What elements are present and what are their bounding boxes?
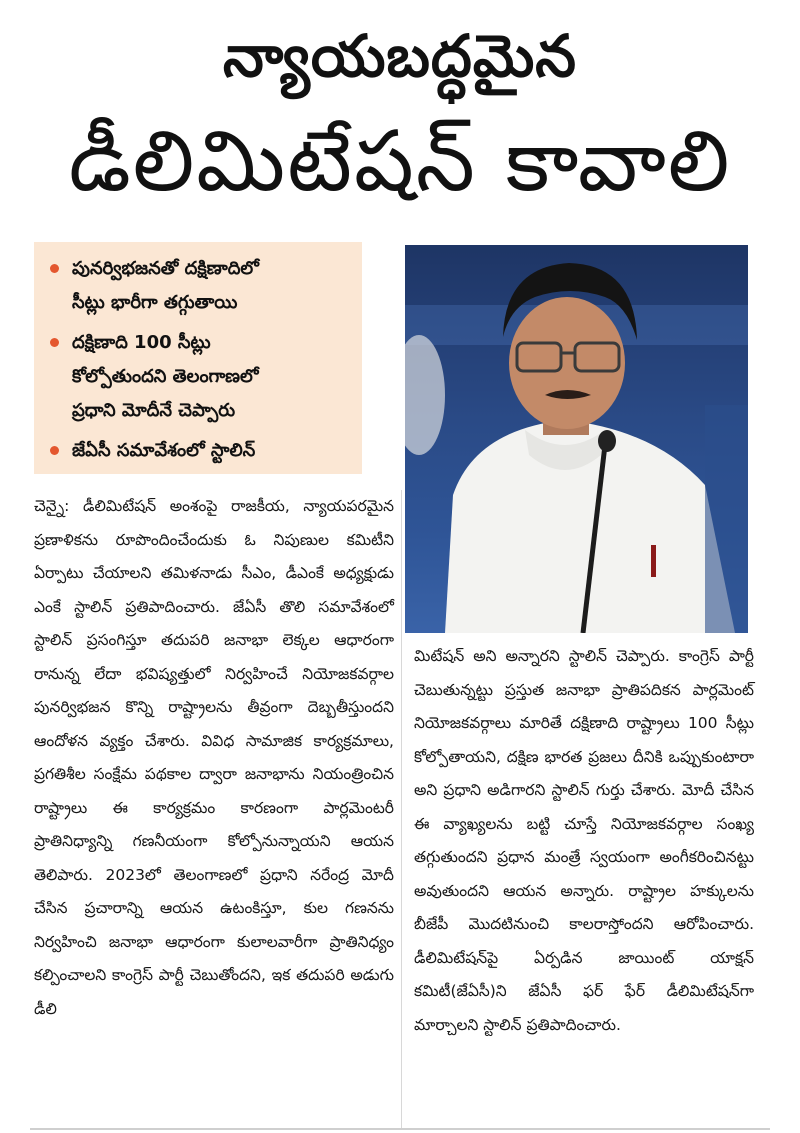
bullet-icon: [50, 446, 59, 455]
highlight-item: [48, 252, 352, 320]
column-divider: [401, 490, 402, 1130]
highlight-item: [48, 326, 352, 428]
headline-line-2: డీలిమిటేషన్ కావాలి: [68, 112, 732, 210]
headline-line-1: న్యాయబద్ధమైన: [223, 22, 577, 90]
bullet-icon: [50, 338, 59, 347]
speaker-photo-illustration: [405, 245, 748, 633]
highlight-text: పునర్విభజనతో దక్షిణాదిలో సీట్లు భారీగా తగ్గుతాయి: [72, 258, 259, 313]
highlight-item: [48, 434, 352, 468]
bottom-rule: [30, 1128, 770, 1130]
highlights-box: [34, 242, 362, 474]
highlight-text: జేఏసీ సమావేశంలో స్టాలిన్: [72, 440, 256, 461]
highlight-text: దక్షిణాది 100 సీట్లు కోల్పోతుందని తెలంగాణలో ప్రధాని మోదీనే చెప్పారు: [72, 332, 259, 421]
article-column-left: చెన్నై: డీలిమిటేషన్ అంశంపై రాజకీయ, న్యాయపరమైన ప్రణాళికను రూపొందించేందుకు ఓ నిపుణుల కమిటీని ఏర్పాటు చేయాలని తమిళనాడు సీఎం, డీఎంకే అధ్యక్షుడు ఎంకే స్టాలిన్ ప్రతిపాదించారు. జేఏసీ తొలి సమావేశంలో స్టాలిన్ ప్రసంగిస్తూ తదుపరి జనాభా లెక్కల ఆధారంగా రానున్న లేదా భవిష్యత్తులో నిర్వహించే నియోజకవర్గాల పునర్విభజన కొన్ని రాష్ట్రాలను తీవ్రంగా దెబ్బతీస్తుందని ఆందోళన వ్యక్తం చేశారు. వివిధ సామాజిక కార్యక్రమాలు, ప్రగతిశీల సంక్షేమ పథకాల ద్వారా జనాభాను నియంత్రించిన రాష్ట్రాలు ఈ కార్యక్రమం కారణంగా పార్లమెంటరీ ప్రాతినిధ్యాన్ని గణనీయంగా కోల్పోనున్నాయని ఆయన తెలిపారు. 2023లో తెలంగాణలో ప్రధాని నరేంద్ర మోదీ చేసిన ప్రచారాన్ని ఆయన ఉటంకిస్తూ, కుల గణనను నిర్వహించి జనాభా ఆధారంగా కులాలవారీగా ప్రాతినిధ్యం కల్పించాలని కాంగ్రెస్ పార్టీ చెబుతోందని, ఇక తదుపరి అడుగు డీలి: [34, 497, 394, 1018]
bullet-icon: [50, 264, 59, 273]
news-photo: [405, 245, 748, 633]
article-column-right: మిటేషన్ అని అన్నారని స్టాలిన్ చెప్పారు. కాంగ్రెస్ పార్టీ చెబుతున్నట్టు ప్రస్తుత జనాభా ప్రాతిపదికన పార్లమెంట్ నియోజకవర్గాలు మారితే దక్షిణాది రాష్ట్రాలు 100 సీట్లు కోల్పోతాయని, దక్షిణ భారత ప్రజలు దీనికి ఒప్పుకుంటారా అని ప్రధాని అడిగారని స్టాలిన్ గుర్తు చేశారు. మోదీ చేసిన ఈ వ్యాఖ్యలను బట్టి చూస్తే నియోజకవర్గాల సంఖ్య తగ్గుతుందని ప్రధాన మంత్రే స్వయంగా అంగీకరించినట్టు అవుతుందని ఆయన అన్నారు. రాష్ట్రాల హక్కులను బీజేపీ మొదటినుంచి కాలరాస్తోందని ఆరోపించారు. డీలిమిటేషన్‌పై ఏర్పడిన జాయింట్ యాక్షన్ కమిటీ(జేఏసీ)ని జేఏసీ ఫర్ ఫేర్ డీలిమిటేషన్‌గా మార్చాలని స్టాలిన్ ప్రతిపాదించారు.: [414, 647, 754, 1034]
